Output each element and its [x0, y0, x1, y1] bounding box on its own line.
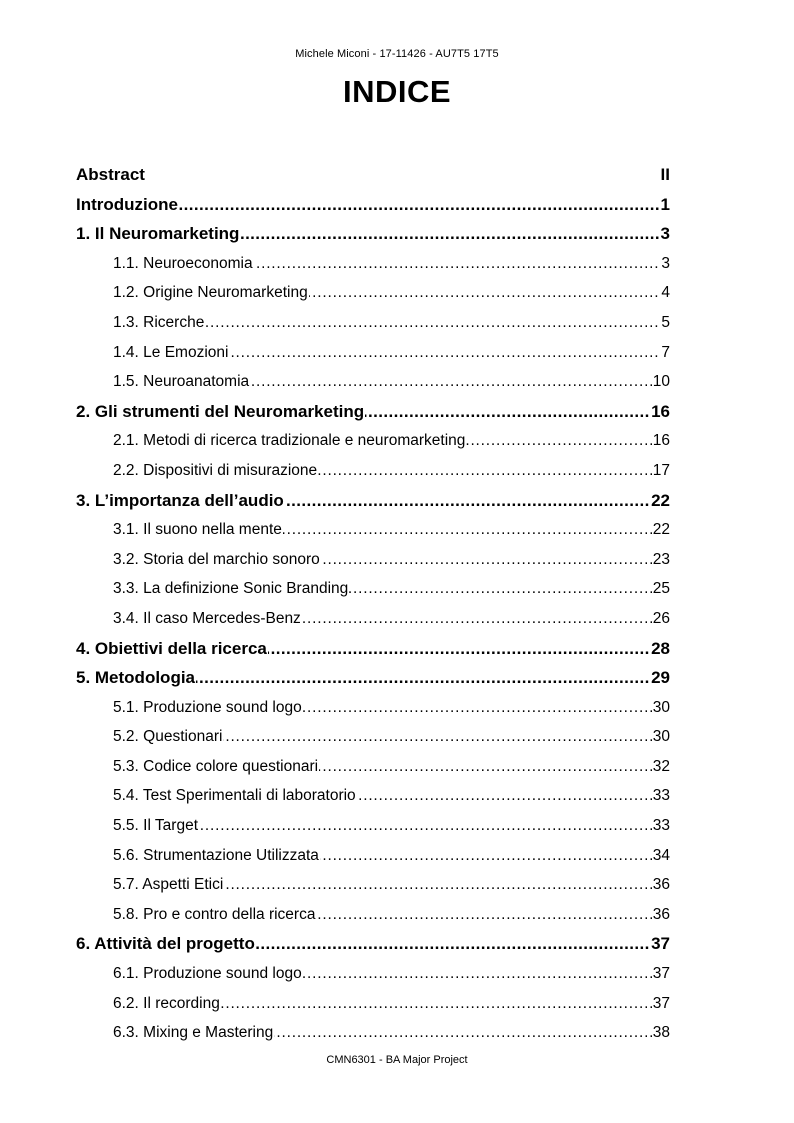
toc-entry-label: 6.1. Produzione sound logo — [113, 965, 302, 983]
toc-page-number: 3 — [660, 249, 670, 279]
toc-section-entry[interactable] — [76, 545, 670, 575]
toc-section-entry[interactable] — [76, 841, 670, 871]
toc-page-number: 37 — [652, 989, 670, 1019]
toc-page-number: II — [660, 160, 670, 190]
toc-entry-label: 5.1. Produzione sound logo — [113, 698, 302, 716]
toc-chapter-entry[interactable] — [76, 219, 670, 249]
toc-page-number: 37 — [652, 959, 670, 989]
toc-page-number: 17 — [652, 456, 670, 486]
toc-page-number: 4 — [660, 278, 670, 308]
toc-section-entry[interactable] — [76, 278, 670, 308]
toc-page-number: 10 — [652, 367, 670, 397]
toc-entry-label: 1.5. Neuroanatomia — [113, 373, 250, 391]
page-title: INDICE — [342, 74, 452, 109]
toc-chapter-entry[interactable] — [76, 929, 670, 959]
page-header: Michele Miconi - 17-11426 - AU7T5 17T5 — [295, 48, 499, 60]
toc-page-number: 38 — [652, 1018, 670, 1048]
toc-entry-label: 6.3. Mixing e Mastering — [113, 1024, 274, 1042]
toc-entry-label: 2.2. Dispositivi di misurazione — [113, 461, 318, 479]
toc-entry-label: 5.7. Aspetti Etici — [113, 876, 224, 894]
toc-chapter-entry[interactable] — [76, 486, 670, 516]
toc-section-entry[interactable] — [76, 426, 670, 456]
toc-section-entry[interactable] — [76, 959, 670, 989]
toc-entry-label: 5. Metodologia — [76, 668, 195, 688]
toc-page-number: 36 — [652, 900, 670, 930]
toc-page-number: 16 — [650, 397, 670, 427]
toc-section-entry[interactable] — [76, 870, 670, 900]
toc-page-number: 34 — [652, 841, 670, 871]
toc-entry-label: 1.3. Ricerche — [113, 313, 205, 331]
toc-entry-label: 5.3. Codice colore questionari — [113, 757, 319, 775]
toc-chapter-entry[interactable] — [76, 160, 670, 190]
toc-section-entry[interactable] — [76, 1018, 670, 1048]
toc-entry-label: 4. Obiettivi della ricerca — [76, 638, 267, 658]
toc-section-entry[interactable] — [76, 338, 670, 368]
toc-page-number: 32 — [652, 752, 670, 782]
toc-entry-label: 5.2. Questionari — [113, 728, 223, 746]
toc-section-entry[interactable] — [76, 308, 670, 338]
toc-page-number: 30 — [652, 693, 670, 723]
table-of-contents — [76, 160, 670, 1048]
toc-chapter-entry[interactable] — [76, 663, 670, 693]
toc-entry-label: 5.6. Strumentazione Utilizzata — [113, 846, 319, 864]
toc-section-entry[interactable] — [76, 367, 670, 397]
toc-entry-label: 1. Il Neuromarketing — [76, 224, 240, 244]
toc-section-entry[interactable] — [76, 811, 670, 841]
toc-chapter-entry[interactable] — [76, 190, 670, 220]
toc-entry-label: 3. L’importanza dell’audio — [76, 490, 284, 510]
toc-page-number: 26 — [652, 604, 670, 634]
toc-entry-label: 1.4. Le Emozioni — [113, 343, 229, 361]
toc-section-entry[interactable] — [76, 515, 670, 545]
toc-entry-label: 5.4. Test Sperimentali di laboratorio — [113, 787, 356, 805]
toc-entry-label: 6.2. Il recording — [113, 994, 220, 1012]
toc-entry-label: 2. Gli strumenti del Neuromarketing — [76, 401, 365, 421]
toc-section-entry[interactable] — [76, 456, 670, 486]
toc-page-number: 33 — [652, 781, 670, 811]
toc-section-entry[interactable] — [76, 604, 670, 634]
toc-entry-label: 3.3. La definizione Sonic Branding — [113, 580, 349, 598]
toc-page-number: 22 — [652, 515, 670, 545]
toc-page-number: 1 — [660, 190, 670, 220]
toc-section-entry[interactable] — [76, 249, 670, 279]
toc-page-number: 3 — [660, 219, 670, 249]
toc-page-number: 22 — [650, 486, 670, 516]
toc-entry-label: Introduzione — [76, 194, 178, 214]
toc-entry-label: 5.5. Il Target — [113, 817, 199, 835]
toc-section-entry[interactable] — [76, 989, 670, 1019]
toc-entry-label: 3.1. Il suono nella mente — [113, 521, 282, 539]
toc-entry-label: 3.4. Il caso Mercedes-Benz — [113, 609, 301, 627]
toc-page-number: 28 — [650, 634, 670, 664]
toc-page-number: 5 — [660, 308, 670, 338]
toc-section-entry[interactable] — [76, 722, 670, 752]
toc-entry-label: 1.2. Origine Neuromarketing — [113, 284, 308, 302]
toc-entry-label: 3.2. Storia del marchio sonoro — [113, 550, 320, 568]
toc-page-number: 37 — [650, 929, 670, 959]
toc-section-entry[interactable] — [76, 781, 670, 811]
toc-page-number: 29 — [650, 663, 670, 693]
toc-entry-label: 6. Attività del progetto — [76, 934, 255, 954]
page-footer: CMN6301 - BA Major Project — [326, 1054, 468, 1066]
toc-page-number: 7 — [660, 338, 670, 368]
toc-page-number: 33 — [652, 811, 670, 841]
toc-entry-label: Abstract — [76, 165, 145, 184]
toc-section-entry[interactable] — [76, 900, 670, 930]
toc-chapter-entry[interactable] — [76, 397, 670, 427]
toc-chapter-entry[interactable] — [76, 634, 670, 664]
toc-entry-label: 5.8. Pro e contro della ricerca — [113, 905, 316, 923]
toc-page-number: 25 — [652, 574, 670, 604]
toc-section-entry[interactable] — [76, 693, 670, 723]
toc-page-number: 16 — [652, 426, 670, 456]
toc-section-entry[interactable] — [76, 574, 670, 604]
toc-page-number: 36 — [652, 870, 670, 900]
toc-page-number: 30 — [652, 722, 670, 752]
toc-section-entry[interactable] — [76, 752, 670, 782]
toc-entry-label: 1.1. Neuroeconomia — [113, 254, 253, 272]
toc-page-number: 23 — [652, 545, 670, 575]
toc-entry-label: 2.1. Metodi di ricerca tradizionale e neuromarketing — [113, 432, 466, 450]
